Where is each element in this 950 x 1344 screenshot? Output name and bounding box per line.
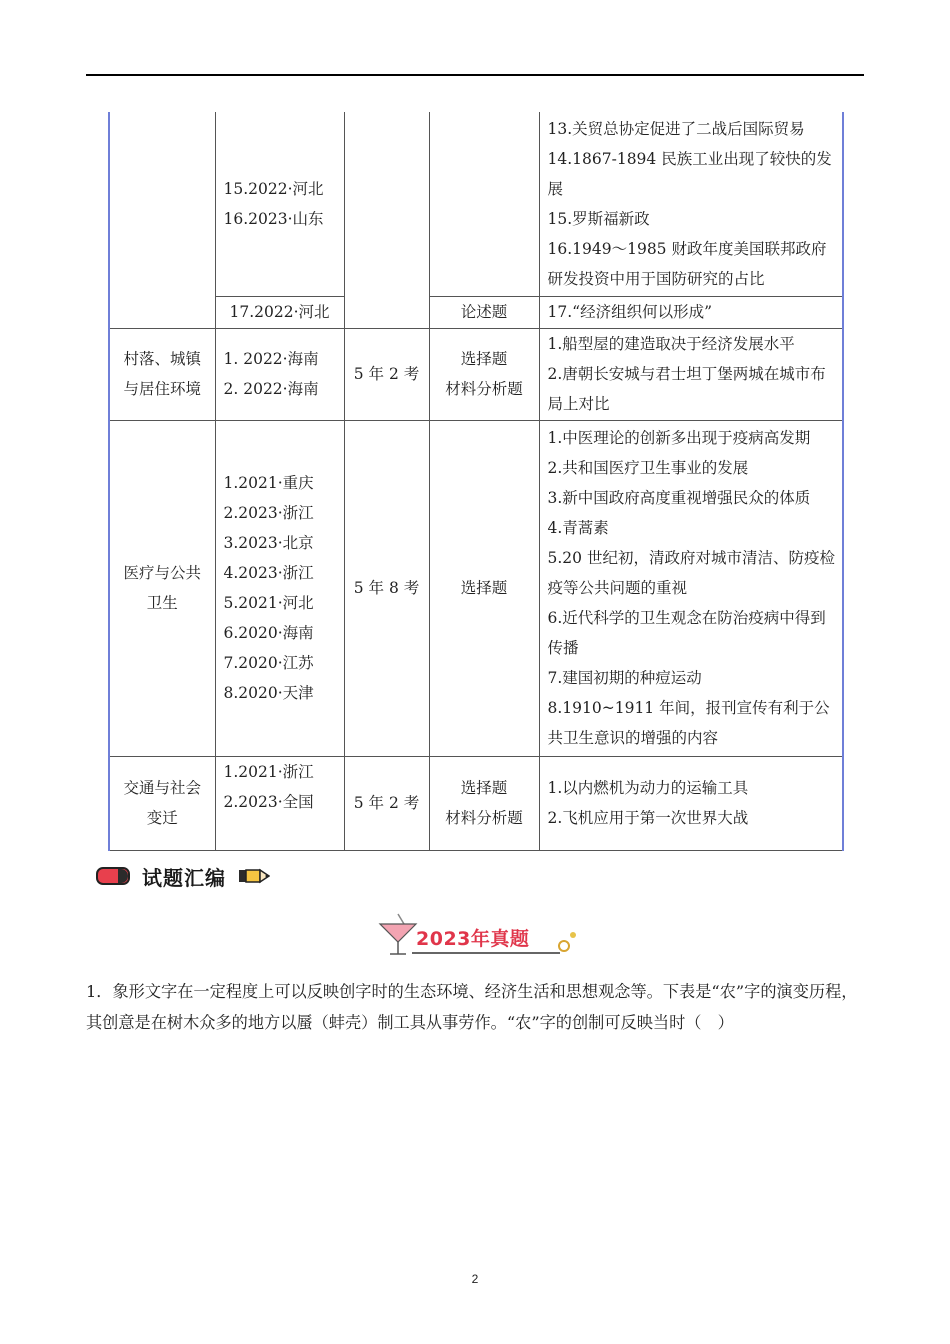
- point-item: 3.新中国政府高度重视增强民众的体质: [547, 489, 811, 507]
- type-cell: [429, 420, 539, 756]
- point-item: 2.唐朝长安城与君士坦丁堡两城在城市布局上对比: [547, 365, 826, 413]
- frequency-cell: [344, 756, 429, 850]
- section-title: 试题汇编: [142, 865, 226, 890]
- table-row: [109, 296, 843, 328]
- question-type: 材料分析题: [445, 380, 523, 398]
- frequency-cell: [344, 420, 429, 756]
- source-item: 17.2022·河北: [229, 303, 330, 321]
- source-item: 2. 2022·海南: [223, 380, 319, 398]
- page-number: 2: [471, 1272, 479, 1286]
- source-item: 5.2021·河北: [223, 594, 314, 612]
- source-item: 6.2020·海南: [223, 624, 314, 642]
- bubble-icon: [556, 930, 578, 954]
- source-cell: [215, 756, 344, 850]
- year-badge: [378, 912, 578, 958]
- frequency-label: 5 年 2 考: [353, 365, 420, 383]
- question-1: [86, 976, 864, 1038]
- header-rule: [86, 74, 864, 76]
- frequency-cell: [344, 112, 429, 328]
- source-item: 16.2023·山东: [223, 209, 324, 228]
- type-cell: [429, 112, 539, 296]
- points-cell: [539, 296, 843, 328]
- source-item: 7.2020·江苏: [223, 654, 314, 672]
- type-cell: [429, 296, 539, 328]
- source-cell: [215, 420, 344, 756]
- topic-label: 医疗与公共卫生: [123, 564, 201, 612]
- source-item: 3.2023·北京: [223, 534, 314, 552]
- frequency-label: 5 年 8 考: [353, 579, 420, 597]
- point-item: 2.飞机应用于第一次世界大战: [547, 809, 749, 827]
- question-type: 选择题: [460, 579, 508, 597]
- pencil-icon: [238, 868, 270, 884]
- point-item: 5.20 世纪初，清政府对城市清洁、防疫检疫等公共问题的重视: [547, 549, 835, 597]
- section-banner: [96, 862, 270, 890]
- point-item: 13.关贸总协定促进了二战后国际贸易: [547, 119, 805, 138]
- point-item: 17.“经济组织何以形成”: [547, 303, 712, 321]
- type-cell: [429, 328, 539, 420]
- topic-cell: [109, 328, 215, 420]
- question-type: 选择题: [460, 779, 508, 797]
- table-row: [109, 756, 843, 850]
- question-type: 材料分析题: [445, 809, 523, 827]
- question-text: 象形文字在一定程度上可以反映创字时的生态环境、经济生活和思想观念等。下表是“农”字的演变历程，其创意是在树木众多的地方以蜃（蚌壳）制工具从事劳作。“农”字的创制可反映当时（ ）: [86, 982, 858, 1032]
- topic-cell: [109, 112, 215, 328]
- year-badge-label: 2023年真题: [416, 928, 530, 950]
- point-item: 16.1949～1985 财政年度美国联邦政府研发投资中用于国防研究的占比: [547, 239, 827, 288]
- type-cell: [429, 756, 539, 850]
- point-item: 14.1867-1894 民族工业出现了较快的发展: [547, 149, 832, 198]
- source-item: 8.2020·天津: [223, 684, 314, 702]
- source-item: 15.2022·河北: [223, 179, 324, 198]
- point-item: 2.共和国医疗卫生事业的发展: [547, 459, 749, 477]
- source-cell: [215, 296, 344, 328]
- points-cell: [539, 420, 843, 756]
- frequency-label: 5 年 2 考: [353, 794, 420, 812]
- point-item: 7.建国初期的种痘运动: [547, 669, 702, 687]
- table-row: [109, 328, 843, 420]
- topic-cell: [109, 420, 215, 756]
- question-type: 选择题: [460, 350, 508, 368]
- source-item: 2.2023·全国: [223, 792, 314, 811]
- points-cell: [539, 112, 843, 296]
- point-item: 1.船型屋的建造取决于经济发展水平: [547, 335, 795, 353]
- question-number: 1．: [86, 982, 113, 1001]
- topic-label: 交通与社会变迁: [123, 779, 201, 827]
- point-item: 4.青蒿素: [547, 519, 609, 537]
- year-underline: [412, 952, 560, 954]
- table-row: [109, 420, 843, 756]
- points-cell: [539, 756, 843, 850]
- question-type: 论述题: [460, 303, 508, 321]
- topic-cell: [109, 756, 215, 850]
- topic-label: 村落、城镇与居住环境: [123, 350, 201, 398]
- source-cell: [215, 112, 344, 296]
- frequency-cell: [344, 328, 429, 420]
- table-row: [109, 112, 843, 296]
- point-item: 15.罗斯福新政: [547, 209, 650, 228]
- exam-topic-table: [108, 112, 844, 851]
- source-item: 1. 2022·海南: [223, 350, 319, 368]
- capsule-icon: [96, 867, 130, 885]
- points-cell: [539, 328, 843, 420]
- source-cell: [215, 328, 344, 420]
- source-item: 1.2021·重庆: [223, 474, 314, 492]
- point-item: 1.以内燃机为动力的运输工具: [547, 779, 749, 797]
- source-item: 1.2021·浙江: [223, 762, 314, 781]
- point-item: 1.中医理论的创新多出现于疫病高发期: [547, 429, 811, 447]
- point-item: 6.近代科学的卫生观念在防治疫病中得到传播: [547, 609, 826, 657]
- source-item: 2.2023·浙江: [223, 504, 314, 522]
- source-item: 4.2023·浙江: [223, 564, 314, 582]
- point-item: 8.1910~1911 年间，报刊宣传有利于公共卫生意识的增强的内容: [547, 699, 830, 747]
